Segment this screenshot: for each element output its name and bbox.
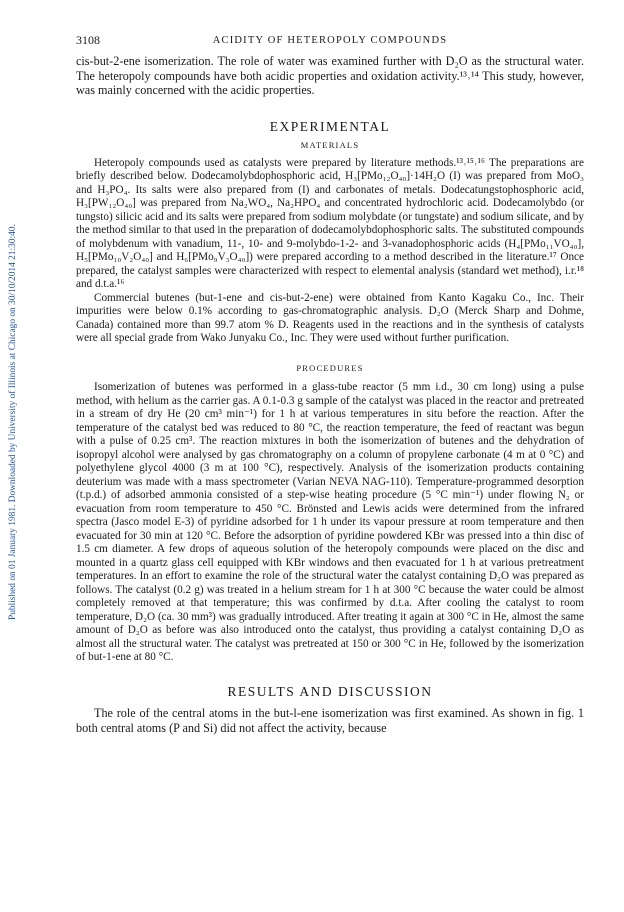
materials-paragraph-1: Heteropoly compounds used as catalysts were prepared by literature methods.¹³˒¹⁵˒¹⁶ The preparations are briefly described below. Dodecamolybdophosphoric acid, H₃[PMo₁₂O₄₀]·14H₂O (I) was prepared from MoO₃ and H₃PO₄. Its salts were also prepared from (I) and carbonates of metals. Dodecatungstophosphoric acid, H₃[PW₁₂O₄₀] was prepared from Na₂WO₄, Na₂HPO₄ and concentrated hydrochloric acid. Dodecamolybdo (or tungsto) silicic acid and its salts were prepared from sodium molybdate (or tungstate) and sodium silicate, and by the method similar to that used in the preparation of dodecamolybdophosphoric salts. The substituted compounds of molybdenum with vanadium, 11-, 10- and 9-molybdo-1-2- and 3-vanadophosphoric acids (H₄[PMo₁₁VO₄₀], H₅[PMo₁₀V₂O₄₀] and H₆[PMo₉V₃O₄₀]) were prepared according to a method described in the literature.¹⁷ Once prepared, the catalyst samples were characterized with respect to elemental analysis (standard wet method), i.r.¹⁸ and d.t.a.¹⁶ — [76, 156, 584, 290]
intro-paragraph: cis-but-2-ene isomerization. The role of water was examined further with D₂O as the structural water. The heteropoly compounds have both acidic properties and oxidation activity.¹³˒¹⁴ This study, however, was mainly concerned with the acidic properties. — [76, 54, 584, 97]
section-heading-experimental: EXPERIMENTAL — [269, 118, 391, 134]
section-heading-results: RESULTS AND DISCUSSION — [227, 683, 433, 699]
journal-page — [76, 34, 584, 735]
download-watermark — [2, 150, 24, 620]
running-title: ACIDITY OF HETEROPOLY COMPOUNDS — [212, 35, 448, 46]
running-header — [76, 34, 584, 50]
subheading-materials: MATERIALS — [300, 140, 360, 150]
materials-paragraph-2: Commercial butenes (but-1-ene and cis-but-2-ene) were obtained from Kanto Kagaku Co., Inc. Their impurities were below 0.1% according to gas-chromatographic analysis. D₂O (Merck Sharp and Dohme, Canada) contained more than 99.7 atom % D. Reagents used in the reactions and in the synthesis of catalysts were all special grade from Wako Junyaku Co., Inc. They were used without further purification. — [76, 291, 584, 344]
page-number: 3108 — [76, 33, 100, 47]
subheading-procedures: PROCEDURES — [296, 362, 364, 373]
results-paragraph: The role of the central atoms in the but-l-ene isomerization was first examined. As shown in fig. 1 both central atoms (P and Si) did not affect the activity, because — [76, 706, 584, 735]
download-watermark-text: Published on 01 January 1981. Downloaded by University of Illinois at Chicago on 30/10/2014 21:30:40. — [8, 224, 18, 620]
procedures-paragraph: Isomerization of butenes was performed in a glass-tube reactor (5 mm i.d., 30 cm long) using a pulse method, with helium as the carrier gas. A 0.1-0.3 g sample of the catalyst was placed in the reactor and pretreated in a stream of dry He (20 cm³ min⁻¹) for 1 h at various temperatures in situ before the reaction. After the temperature of the catalyst bed was reduced to 80 °C, the reaction temperature, the feed of reactant was begun with a pulse of 0.25 cm³. The reaction mixtures in both the isomerization of butenes and the dehydration of isopropyl alcohol were analysed by gas chromatography on a column of propylene carbonate (4 m at 0 °C) and polyethylene glycol 4000 (3 m at 100 °C), respectively. Analysis of the isomerization products containing deuterium was made with a mass spectrometer (Varian NEVA NAG-110). Temperature-programmed desorption (t.p.d.) of adsorbed ammonia consisted of a step-wise heating procedure (5 °C min⁻¹) under flowing N₂ or evacuation from room temperature to 450 °C. Brönsted and Lewis acids were determined from the infrared spectra (Jasco model E-3) of pyridine adsorbed for 1 h under its vapour pressure at room temperature and then evacuated for 30 min at 120 °C. Before the adsorption of pyridine powdered KBr was pressed into a thin disc of 1.5 cm diameter. A few drops of aqueous solution of the heteropoly compounds were placed on the disc and mounted in a quartz glass cell equipped with KBr windows and then evacuated for 1 h at various pretreatment temperatures. In an effort to examine the role of the structural water the catalyst containing D₂O was prepared as follows. The catalyst (0.2 g) was treated in a helium stream for 1 h at 300 °C because the water could be almost completely removed at that temperature; this was confirmed by d.t.a. After cooling the catalyst to room temperature, D₂O (ca. 30 mm³) was gradually introduced. After treating it again at 300 °C in He, almost the same amount of D₂O as before was also introduced onto the catalyst, thus providing a catalyst containing D₂O as almost all the structural water. The catalyst was pretreated at 150 or 300 °C in He, followed by the isomerization of but-1-ene at 80 °C. — [76, 381, 584, 663]
